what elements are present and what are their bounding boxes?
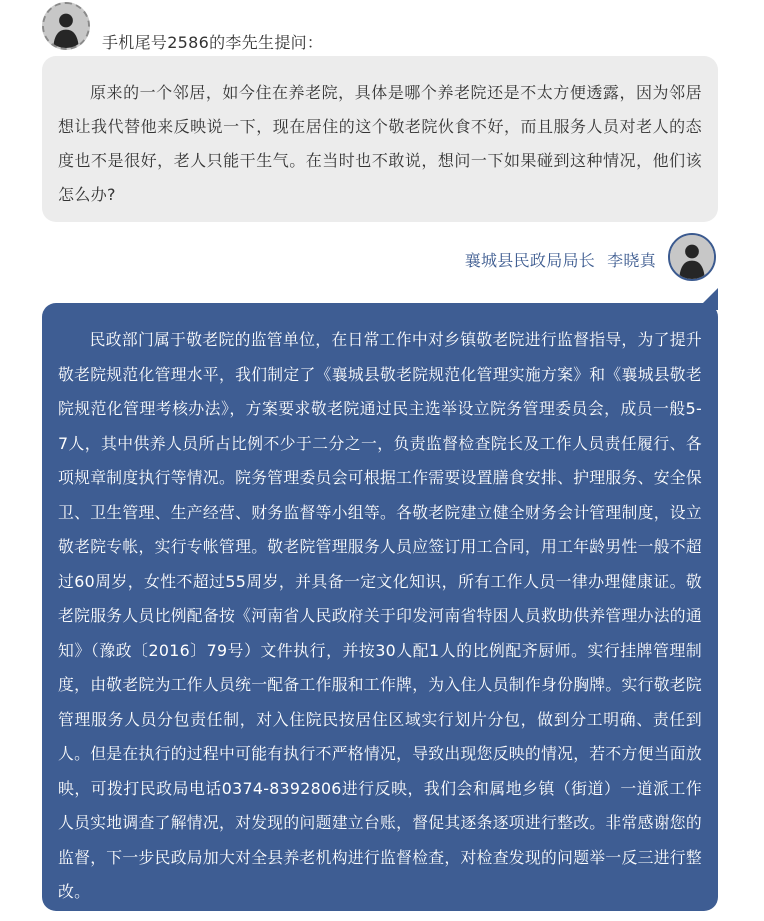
question-bubble [42,56,718,222]
responder-label [465,248,656,271]
responder-avatar [668,233,716,281]
asker-label: 手机尾号2586的李先生提问： [102,33,324,52]
answer-text: 民政部门属于敬老院的监管单位，在日常工作中对乡镇敬老院进行监督指导，为了提升敬老院规范化管理水平，我们制定了《襄城县敬老院规范化管理实施方案》和《襄城县敬老院规范化管理考核办法》，方案要求敬老院通过民主选举设立院务管理委员会，成员一般5-7人，其中供养人员所占比例不少于二分之一，负责监督检查院长及工作人员责任履行、各项规章制度执行等情况。院务管理委员会可根据工作需要设置膳食安排、护理服务、安全保卫、卫生管理、生产经营、财务监督等小组等。各敬老院建立健全财务会计管理制度，设立敬老院专帐，实行专帐管理。敬老院管理服务人员应签订用工合同，用工年龄男性一般不超过60周岁，女性不超过55周岁，并具备一定文化知识，所有工作人员一律办理健康证。敬老院服务人员比例配备按《河南省人民政府关于印发河南省特困人员救助供养管理办法的通知》（豫政〔2016〕79号）文件执行，并按30人配1人的比例配齐厨师。实行挂牌管理制度，由敬老院为工作人员统一配备工作服和工作牌，为入住人员制作身份胸牌。实行敬老院管理服务人员分包责任制，对入住院民按居住区域实行划片分包，做到分工明确、责任到人。但是在执行的过程中可能有执行不严格情况，导致出现您反映的情况，若不方便当面放映，可拨打民政局电话0374-8392806进行反映，我们会和属地乡镇（街道）一道派工作人员实地调查了解情况，对发现的问题建立台账，督促其逐条逐项进行整改。非常感谢您的监督，下一步民政局加大对全县养老机构进行监督检查，对检查发现的问题举一反三进行整改。 [58,330,702,901]
answer-bubble [42,303,718,911]
responder-name: 李晓真 [607,251,656,270]
person-silhouette-icon [670,235,714,279]
person-silhouette-icon [44,4,88,48]
question-text: 原来的一个邻居，如今住在养老院，具体是哪个养老院还是不太方便透露，因为邻居想让我代替他来反映说一下，现在居住的这个敬老院伙食不好，而且服务人员对老人的态度也不是很好，老人只能干生气。在当时也不敢说，想问一下如果碰到这种情况，他们该怎么办? [58,83,702,204]
asker-avatar [42,2,90,50]
responder-title: 襄城县民政局局长 [464,251,596,270]
